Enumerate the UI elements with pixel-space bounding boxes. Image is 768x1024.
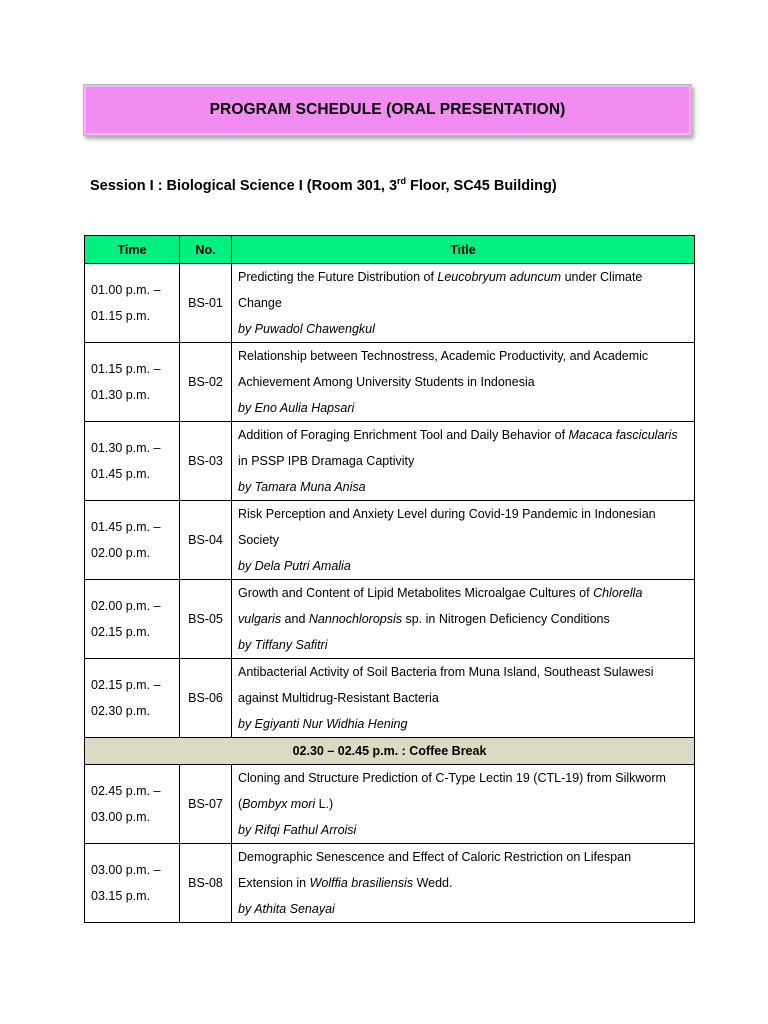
- table-row: [85, 501, 695, 580]
- title-text-part: Wedd.: [413, 876, 453, 890]
- title-italic-part: Chlorella vulgaris: [238, 586, 643, 626]
- title-italic-part: Wolffia brasiliensis: [309, 876, 414, 890]
- time-end: 02.30 p.m.: [91, 704, 151, 718]
- title-text-part: Risk Perception and Anxiety Level during Covid-19 Pandemic in Indonesian Society: [238, 507, 656, 547]
- table-row: [85, 844, 695, 923]
- author-name: by Dela Putri Amalia: [238, 559, 351, 573]
- session-code: BS-06: [180, 659, 232, 738]
- title-text-part: Growth and Content of Lipid Metabolites Microalgae Cultures of: [238, 586, 594, 600]
- author-name: by Tiffany Safitri: [238, 638, 328, 652]
- title-text-part: Antibacterial Activity of Soil Bacteria from Muna Island, Southeast Sulawesi against Multidrug-Resistant Bacteria: [238, 665, 654, 705]
- table-row: [85, 264, 695, 343]
- column-header-time: Time: [85, 236, 180, 264]
- table-row: [85, 580, 695, 659]
- time-end: 01.30 p.m.: [91, 388, 151, 402]
- title-cell: [232, 580, 695, 659]
- time-start: 01.00 p.m. –: [91, 283, 161, 297]
- time-start: 01.15 p.m. –: [91, 362, 161, 376]
- session-code: BS-05: [180, 580, 232, 659]
- title-cell: [232, 844, 695, 923]
- session-code: BS-03: [180, 422, 232, 501]
- session-heading: [90, 178, 557, 194]
- schedule-table: [84, 235, 695, 923]
- session-label-before: Session I : Biological Science I (Room 301, 3: [90, 178, 398, 194]
- time-end: 03.00 p.m.: [91, 810, 151, 824]
- column-header-title: Title: [232, 236, 695, 264]
- time-end: 02.15 p.m.: [91, 625, 151, 639]
- session-code: BS-08: [180, 844, 232, 923]
- title-italic-part: Bombyx mori: [242, 797, 316, 811]
- coffee-break-row: [85, 738, 695, 765]
- time-cell: [85, 844, 180, 923]
- time-start: 01.45 p.m. –: [91, 520, 161, 534]
- author-name: by Puwadol Chawengkul: [238, 322, 375, 336]
- author-name: by Egiyanti Nur Widhia Hening: [238, 717, 408, 731]
- time-start: 02.45 p.m. –: [91, 784, 161, 798]
- session-code: BS-01: [180, 264, 232, 343]
- title-cell: [232, 765, 695, 844]
- session-label-superscript: rd: [397, 176, 407, 186]
- author-name: by Rifqi Fathul Arroisi: [238, 823, 357, 837]
- title-cell: [232, 501, 695, 580]
- time-cell: [85, 580, 180, 659]
- session-label-after: Floor, SC45 Building): [406, 178, 557, 194]
- author-name: by Eno Aulia Hapsari: [238, 401, 355, 415]
- title-cell: [232, 264, 695, 343]
- time-end: 02.00 p.m.: [91, 546, 151, 560]
- table-row: [85, 422, 695, 501]
- program-title-banner: [83, 84, 692, 136]
- title-text-part: Cloning and Structure Prediction of C-Type Lectin 19 (CTL-19) from Silkworm (: [238, 771, 666, 811]
- title-italic-part: Leucobryum aduncum: [437, 270, 562, 284]
- time-cell: [85, 422, 180, 501]
- title-text-part: Demographic Senescence and Effect of Caloric Restriction on Lifespan Extension in: [238, 850, 632, 890]
- title-cell: [232, 343, 695, 422]
- title-text-part: under Climate Change: [238, 270, 643, 310]
- session-code: BS-07: [180, 765, 232, 844]
- page-title: PROGRAM SCHEDULE (ORAL PRESENTATION): [209, 101, 566, 118]
- time-start: 02.15 p.m. –: [91, 678, 161, 692]
- time-start: 01.30 p.m. –: [91, 441, 161, 455]
- time-cell: [85, 659, 180, 738]
- title-text-part: in PSSP IPB Dramaga Captivity: [238, 454, 415, 468]
- time-start: 03.00 p.m. –: [91, 863, 161, 877]
- title-text-part: Relationship between Technostress, Academic Productivity, and Academic Achievement Among University Students in Indonesia: [238, 349, 649, 389]
- time-end: 03.15 p.m.: [91, 889, 151, 903]
- time-end: 01.45 p.m.: [91, 467, 151, 481]
- time-end: 01.15 p.m.: [91, 309, 151, 323]
- title-text-part: L.): [315, 797, 334, 811]
- session-code: BS-02: [180, 343, 232, 422]
- title-cell: [232, 422, 695, 501]
- time-cell: [85, 765, 180, 844]
- author-name: by Tamara Muna Anisa: [238, 480, 366, 494]
- time-start: 02.00 p.m. –: [91, 599, 161, 613]
- title-italic-part: Macaca fascicularis: [568, 428, 678, 442]
- coffee-break-label: 02.30 – 02.45 p.m. : Coffee Break: [85, 738, 695, 765]
- time-cell: [85, 264, 180, 343]
- time-cell: [85, 343, 180, 422]
- title-cell: [232, 659, 695, 738]
- title-text-part: sp. in Nitrogen Deficiency Conditions: [402, 612, 610, 626]
- time-cell: [85, 501, 180, 580]
- column-header-no: No.: [180, 236, 232, 264]
- title-italic-part: Nannochloropsis: [308, 612, 402, 626]
- session-code: BS-04: [180, 501, 232, 580]
- title-text-part: and: [281, 612, 309, 626]
- table-row: [85, 343, 695, 422]
- title-text-part: Predicting the Future Distribution of: [238, 270, 438, 284]
- schedule-body: [85, 264, 695, 923]
- author-name: by Athita Senayai: [238, 902, 335, 916]
- table-row: [85, 765, 695, 844]
- title-text-part: Addition of Foraging Enrichment Tool and Daily Behavior of: [238, 428, 569, 442]
- table-row: [85, 659, 695, 738]
- table-header-row: [85, 236, 695, 264]
